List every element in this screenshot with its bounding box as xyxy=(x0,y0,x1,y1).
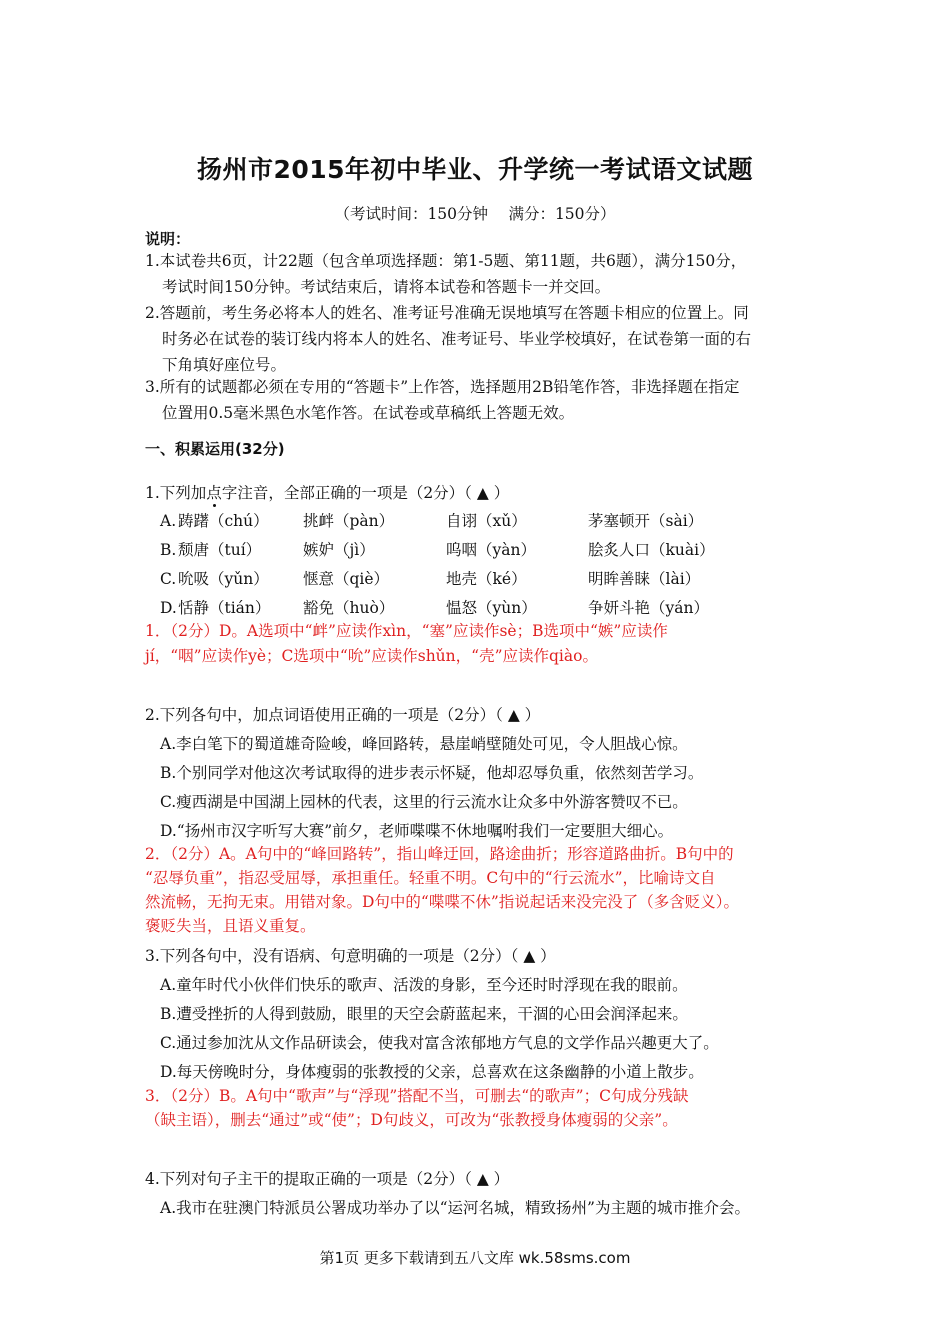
word-pinyin: 呜咽（yàn） xyxy=(446,541,536,559)
answer-line: （缺主语），删去“通过”或“使”；D句歧义，可改为“张教授身体瘦弱的父亲”。 xyxy=(145,1111,678,1129)
word-pinyin: 争妍斗艳（yán） xyxy=(588,599,709,617)
option-line: A.童年时代小伙伴们快乐的歌声、活泼的身影，至今还时时浮现在我的眼前。 xyxy=(160,976,688,994)
word-pinyin: 嫉妒（jì） xyxy=(303,541,375,559)
option-line: D.每天傍晚时分，身体瘦弱的张教授的父亲，总喜欢在这条幽静的小道上散步。 xyxy=(160,1063,704,1081)
question-3-stem: 3.下列各句中，没有语病、句意明确的一项是（2分）（ ▲ ） xyxy=(145,947,556,965)
option-line: C.通过参加沈从文作品研读会，使我对富含浓郁地方气息的文学作品兴趣更大了。 xyxy=(160,1034,719,1052)
word-pinyin: 愠怒（yùn） xyxy=(446,599,537,617)
answer-line: 1．（2分）D。A选项中“衅”应读作xìn，“塞”应读作sè；B选项中“嫉”应读作 xyxy=(145,622,668,640)
option-line: A.李白笔下的蜀道雄奇险峻，峰回路转，悬崖峭壁随处可见，令人胆战心惊。 xyxy=(160,735,688,753)
section-heading: 一、积累运用(32分) xyxy=(145,440,285,458)
note-line: 3.所有的试题都必须在专用的“答题卡”上作答，选择题用2B铅笔作答，非选择题在指定 xyxy=(145,378,740,396)
exam-info: （考试时间：150分钟 满分：150分） xyxy=(334,205,616,223)
note-line: 1.本试卷共6页，计22题（包含单项选择题：第1-5题、第11题，共6题），满分150分， xyxy=(145,252,747,270)
word-pinyin: 颓唐（tuí） xyxy=(178,541,262,559)
option-label: D. xyxy=(160,599,177,617)
word-pinyin: 惬意（qiè） xyxy=(303,570,390,588)
note-line: 时务必在试卷的装订线内将本人的姓名、准考证号、毕业学校填好，在试卷第一面的右 xyxy=(162,330,752,348)
answer-line: 褒贬失当，且语义重复。 xyxy=(145,917,316,935)
word-pinyin: 地壳（ké） xyxy=(446,570,527,588)
question-2-stem: 2.下列各句中，加点词语使用正确的一项是（2分）（ ▲ ） xyxy=(145,706,541,724)
note-line: 位置用0.5毫米黑色水笔作答。在试卷或草稿纸上答题无效。 xyxy=(162,404,575,422)
notes-heading: 说明： xyxy=(145,230,191,248)
option-line: C.瘦西湖是中国湖上园林的代表，这里的行云流水让众多中外游客赞叹不已。 xyxy=(160,793,688,811)
note-line: 考试时间150分钟。考试结束后，请将本试卷和答题卡一并交回。 xyxy=(162,278,611,296)
note-line: 2.答题前，考生务必将本人的姓名、准考证号准确无误地填写在答题卡相应的位置上。同 xyxy=(145,304,749,322)
option-line: B.遭受挫折的人得到鼓励，眼里的天空会蔚蓝起来，干涸的心田会润泽起来。 xyxy=(160,1005,688,1023)
question-4-stem: 4.下列对句子主干的提取正确的一项是（2分）（ ▲ ） xyxy=(145,1170,510,1188)
option-label: A. xyxy=(160,512,177,530)
word-pinyin: 明眸善睐（lài） xyxy=(588,570,701,588)
dot-mark: 点 xyxy=(206,484,222,502)
word-pinyin: 吮吸（yǔn） xyxy=(178,570,269,588)
word-pinyin: 茅塞顿开（sài） xyxy=(588,512,704,530)
word-pinyin: 踌躇（chú） xyxy=(178,512,269,530)
word-pinyin: 挑衅（pàn） xyxy=(303,512,395,530)
answer-line: 3．（2分）B。A句中“歌声”与“浮现”搭配不当，可删去“的歌声”；C句成分残缺 xyxy=(145,1087,689,1105)
word-pinyin: 自诩（xǔ） xyxy=(446,512,527,530)
word-pinyin: 豁免（huò） xyxy=(303,599,395,617)
option-label: C. xyxy=(160,570,177,588)
option-line: A.我市在驻澳门特派员公署成功举办了以“运河名城，精致扬州”为主题的城市推介会。 xyxy=(160,1199,750,1217)
page-title: 扬州市2015年初中毕业、升学统一考试语文试题 xyxy=(196,155,754,184)
option-line: D.“扬州市汉字听写大赛”前夕，老师喋喋不休地嘱咐我们一定要胆大细心。 xyxy=(160,822,674,840)
option-label: B. xyxy=(160,541,177,559)
answer-line: jí，“咽”应读作yè；C选项中“吮”应读作shǔn，“壳”应读作qiào。 xyxy=(145,647,598,665)
answer-line: “忍辱负重”，指忍受屈辱，承担重任。轻重不明。C句中的“行云流水”，比喻诗文自 xyxy=(145,869,716,887)
answer-line: 然流畅，无拘无束。用错对象。D句中的“喋喋不休”指说起话来没完没了（多含贬义）。 xyxy=(145,893,740,911)
question-1-stem: 1.下列加点字注音，全部正确的一项是（2分）（ ▲ ） xyxy=(145,484,510,502)
word-pinyin: 恬静（tián） xyxy=(178,599,271,617)
page-footer: 第1页 更多下载请到五八文库 wk.58sms.com xyxy=(319,1249,631,1267)
word-pinyin: 脍炙人口（kuài） xyxy=(588,541,715,559)
note-line: 下角填好座位号。 xyxy=(162,356,287,374)
option-line: B.个别同学对他这次考试取得的进步表示怀疑，他却忍辱负重，依然刻苦学习。 xyxy=(160,764,704,782)
answer-line: 2．（2分）A。A句中的“峰回路转”，指山峰迂回，路途曲折；形容道路曲折。B句中的 xyxy=(145,845,734,863)
